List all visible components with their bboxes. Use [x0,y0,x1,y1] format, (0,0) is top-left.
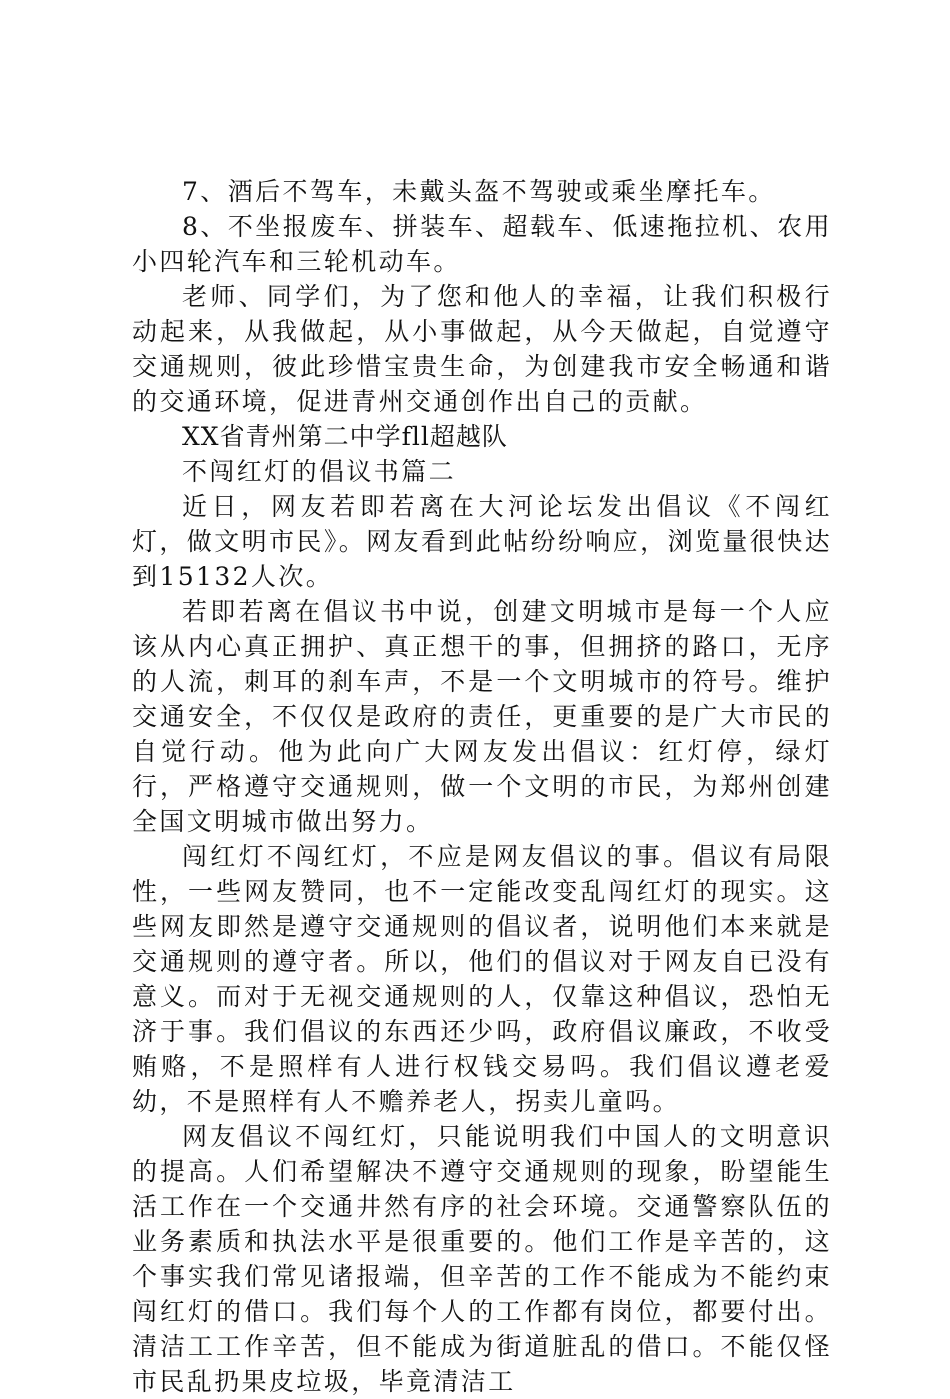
body-paragraph: 近日，网友若即若离在大河论坛发出倡议《不闯红灯，做文明市民》。网友看到此帖纷纷响应，浏览量很快达到15132人次。 [132,492,832,591]
list-item-8: 8、不坐报废车、拼装车、超载车、低速拖拉机、农用小四轮汽车和三轮机动车。 [132,212,832,276]
section-heading: 不闯红灯的倡议书篇二 [182,457,457,486]
body-paragraph: 网友倡议不闯红灯，只能说明我们中国人的文明意识的提高。人们希望解决不遵守交通规则的现象，盼望能生活工作在一个交通井然有序的社会环境。交通警察队伍的业务素质和执法水平是很重要的。他们工作是辛苦的，这个事实我们常见诸报端，但辛苦的工作不能成为不能约束闯红灯的借口。我们每个人的工作都有岗位，都要付出。清洁工工作辛苦，但不能成为街道脏乱的借口。不能仅怪市民乱扔果皮垃圾，毕竟清洁工 [132,1122,832,1396]
body-paragraph: 若即若离在倡议书中说，创建文明城市是每一个人应该从内心真正拥护、真正想干的事，但拥挤的路口，无序的人流，刺耳的刹车声，不是一个文明城市的符号。维护交通安全，不仅仅是政府的责任，更重要的是广大市民的自觉行动。他为此向广大网友发出倡议：红灯停，绿灯行，严格遵守交通规则，做一个文明的市民，为郑州创建全国文明城市做出努力。 [132,597,832,836]
list-item-7: 7、酒后不驾车，未戴头盔不驾驶或乘坐摩托车。 [182,177,776,206]
body-paragraph: 闯红灯不闯红灯，不应是网友倡议的事。倡议有局限性，一些网友赞同，也不一定能改变乱闯红灯的现实。这些网友即然是遵守交通规则的倡议者，说明他们本来就是交通规则的遵守者。所以，他们的倡议对于网友自已没有意义。而对于无视交通规则的人，仅靠这种倡议，恐怕无济于事。我们倡议的东西还少吗，政府倡议廉政，不收受贿赂，不是照样有人进行权钱交易吗。我们倡议遵老爱幼，不是照样有人不赡养老人，拐卖儿童吗。 [132,842,832,1116]
signature-line: XX省青州第二中学fll超越队 [182,422,508,451]
document-page [132,174,832,1399]
closing-paragraph: 老师、同学们，为了您和他人的幸福，让我们积极行动起来，从我做起，从小事做起，从今天做起，自觉遵守交通规则，彼此珍惜宝贵生命，为创建我市安全畅通和谐的交通环境，促进青州交通创作出自己的贡献。 [132,282,832,416]
